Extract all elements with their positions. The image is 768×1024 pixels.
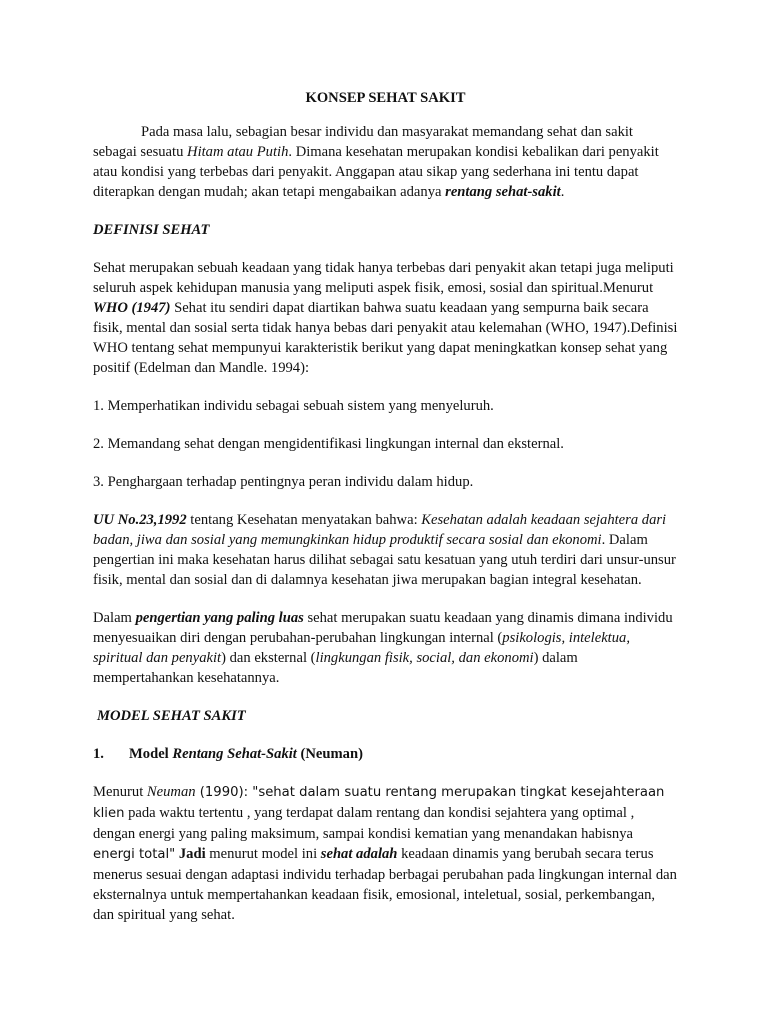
definisi-text: Sehat itu sendiri dapat diartikan bahwa suatu keadaan yang sempurna baik secara fisik, mental dan sosial serta tidak hanya bebas dari penyakit atau kelemahan (WHO, 1947).Definisi WHO tentang sehat mempunyui karakteristik berikut yang dapat meningkatkan konsep sehat yang positif (Edelman dan Mandle. 1994): [93, 300, 678, 376]
luas-italic: lingkungan fisik, social, dan ekonomi [315, 650, 534, 666]
list-item: 2. Memandang sehat dengan mengidentifikasi lingkungan internal dan eksternal. [93, 436, 564, 452]
neuman-emphasis: sehat adalah [320, 846, 398, 862]
neuman-text: keadaan dinamis yang berubah secara terus menerus sesuai dengan adaptasi individu terhadap berbagai perubahan pada lingkungan internal dan eksternalnya untuk mempertahankan keadaan fisik, emosional, inteletual, sosial, perkembangan, dan spiritual yang sehat. [93, 846, 677, 923]
uu-text: tentang Kesehatan menyatakan bahwa: [186, 512, 422, 528]
neuman-name: Neuman [146, 784, 196, 800]
subheading-italic: Rentang Sehat-Sakit [172, 746, 297, 762]
intro-text: . Dimana kesehatan merupakan kondisi kebalikan dari penyakit atau kondisi yang terbebas dari penyakit. Anggapan atau sikap yang sederhana ini tentu dapat diterapkan dengan mudah; akan tetapi mengabaikan adanya [93, 144, 659, 200]
luas-text: ) dalam mempertahankan kesehatannya. [93, 650, 578, 686]
who-reference: WHO (1947) [93, 300, 171, 316]
neuman-text: menurut model ini [205, 846, 321, 862]
definisi-paragraph [93, 258, 678, 378]
uu-reference: UU No.23,1992 [93, 512, 187, 528]
uu-paragraph [93, 510, 678, 590]
model-heading: MODEL SEHAT SAKIT [97, 708, 246, 724]
list-item: 3. Penghargaan terhadap pentingnya peran individu dalam hidup. [93, 474, 474, 490]
document-title: KONSEP SEHAT SAKIT [305, 90, 466, 106]
luas-italic: psikologis, intelektua, spiritual dan penyakit [93, 630, 630, 666]
neuman-text: pada waktu tertentu , yang terdapat dalam rentang dan kondisi sejahtera yang optimal , dengan energi yang paling maksimum, sampai kondisi kematian yang menandakan habisnya [93, 805, 635, 842]
neuman-paragraph [93, 782, 678, 925]
uu-text: . Dalam pengertian ini maka kesehatan harus dilihat sebagai satu kesatuan yang utuh terdiri dari unsur-unsur fisik, mental dan sosial dan di dalamnya kesehatan jiwa merupakan bagian integral kesehatan. [93, 532, 676, 588]
uu-quote: Kesehatan adalah keadaan sejahtera dari badan, jiwa dan sosial yang memungkinkan hidup produktif secara sosial dan ekonomi [93, 512, 667, 548]
subheading-text: (Neuman) [296, 746, 363, 762]
intro-text: . [560, 184, 565, 200]
neuman-bold: Jadi [175, 846, 206, 862]
neuman-quote: (1990): "sehat dalam suatu rentang merupakan tingkat kesejahteraan klien [93, 785, 665, 821]
luas-text: ) dan eksternal ( [221, 650, 316, 666]
definisi-heading: DEFINISI SEHAT [93, 222, 210, 238]
luas-text: sehat merupakan suatu keadaan yang dinamis dimana individu menyesuaikan diri dengan perubahan-perubahan lingkungan internal ( [93, 610, 673, 646]
subheading-number: 1. [93, 746, 104, 762]
intro-text: Pada masa lalu, sebagian besar individu dan masyarakat memandang sehat dan sakit sebagai sesuatu [93, 124, 633, 160]
neuman-quote: energi total" [93, 847, 176, 862]
luas-text: Dalam [93, 610, 136, 626]
luas-emphasis: pengertian yang paling luas [135, 610, 304, 626]
neuman-text: Menurut [93, 784, 147, 800]
intro-paragraph [93, 122, 678, 202]
subheading-text: Model [129, 746, 173, 762]
intro-emphasis: rentang sehat-sakit [445, 184, 561, 200]
intro-italic: Hitam atau Putih [187, 144, 289, 160]
list-item: 1. Memperhatikan individu sebagai sebuah sistem yang menyeluruh. [93, 398, 494, 414]
model-subheading [93, 744, 678, 764]
luas-paragraph [93, 608, 678, 688]
definisi-text: Sehat merupakan sebuah keadaan yang tidak hanya terbebas dari penyakit akan tetapi juga meliputi seluruh aspek kehidupan manusia yang meliputi aspek fisik, emosi, sosial dan spiritual.Menurut [93, 260, 674, 296]
